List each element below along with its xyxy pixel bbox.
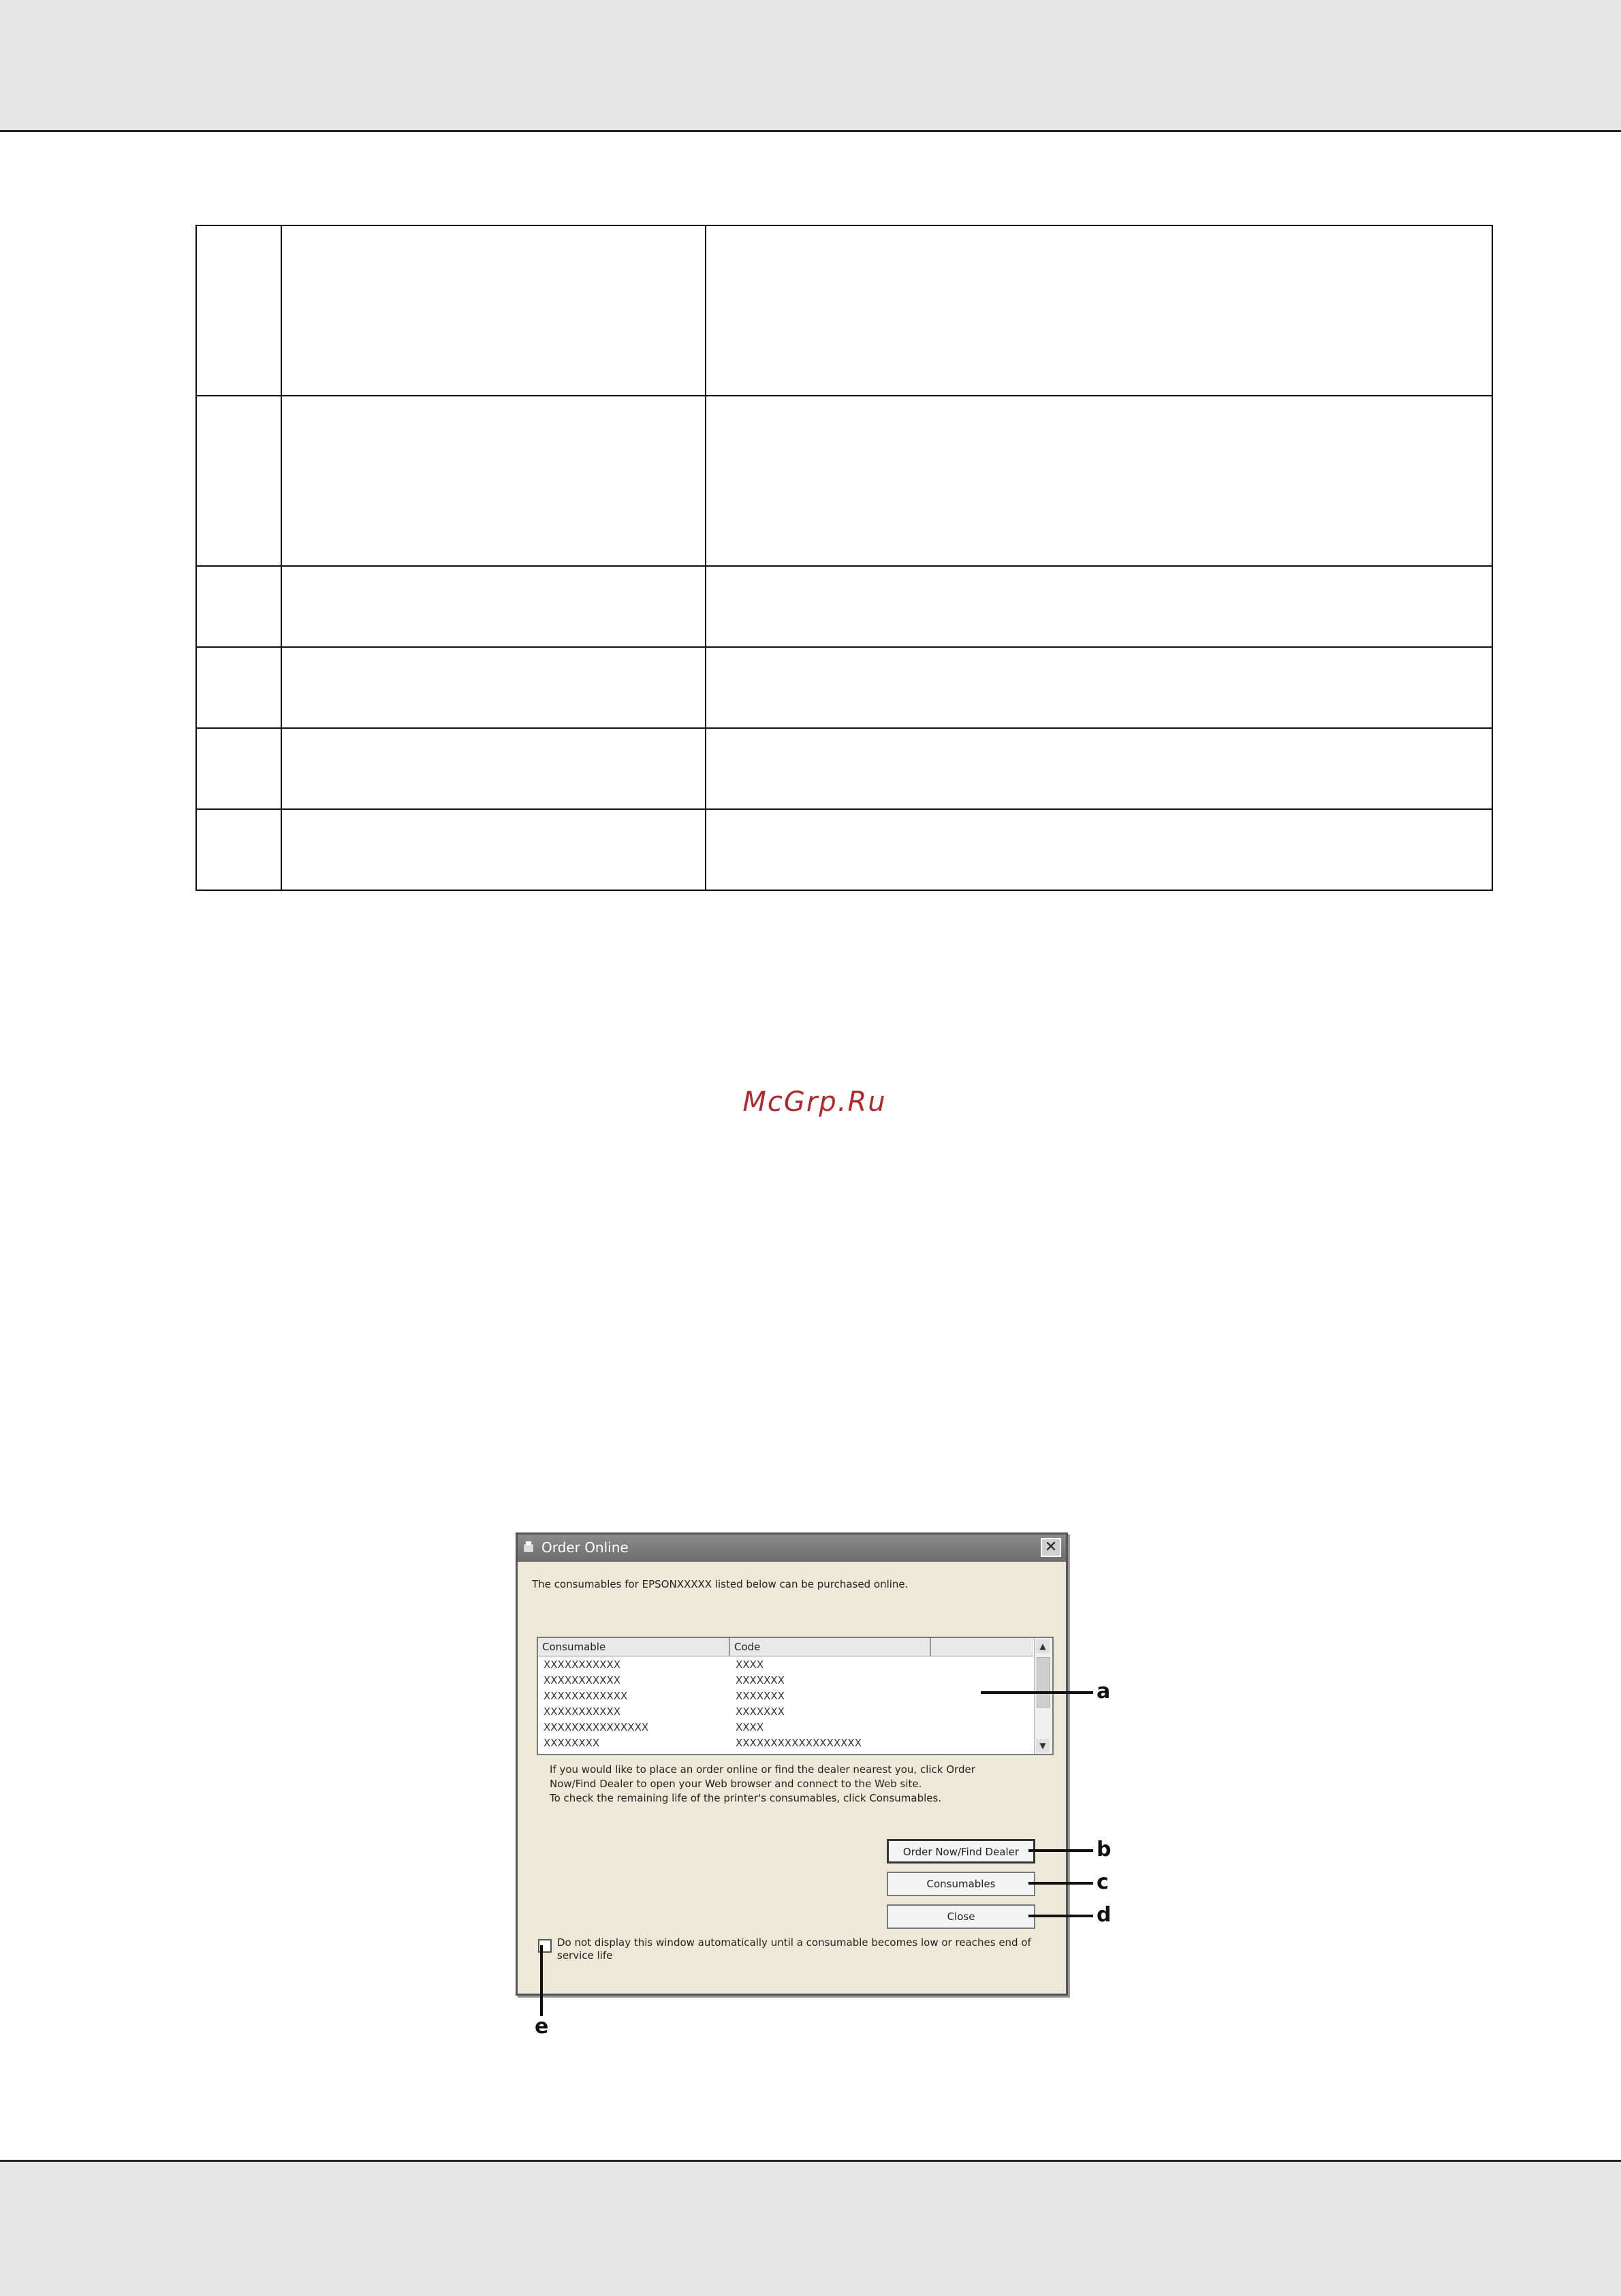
page-footer-band [0,2160,1621,2296]
dialog-title: Order Online [541,1539,629,1556]
callout-c: c [1097,1870,1109,1894]
list-item[interactable]: XXXXXXXXXXXX XXXXXXX [544,1690,785,1702]
list-item[interactable]: XXXXXXXXXXX XXXXXXX [544,1705,785,1718]
column-header-code[interactable]: Code [730,1638,931,1656]
close-icon[interactable]: ✕ [1041,1538,1061,1557]
checkbox-label: Do not display this window automatically until a consumable becomes low or reaches end of service life [557,1936,1031,1962]
list-item[interactable]: XXXXXXXXXXXXXXX XXXX [544,1721,764,1733]
callout-b: b [1097,1838,1112,1861]
list-item[interactable]: XXXXXXXXXXX XXXXXXX [544,1674,785,1686]
callout-a: a [1097,1680,1111,1703]
consumables-button[interactable]: Consumables [887,1872,1035,1896]
intro-text: The consumables for EPSONXXXXX listed below can be purchased online. [532,1578,909,1590]
help-text: If you would like to place an order online or find the dealer nearest you, click Order Now/Find Dealer to open your Web browser and connect to the Web site. To check the remaining life of the printer's consumables, click Consumables. [550,1763,975,1804]
list-item[interactable]: XXXXXXXXXXX XXXX [544,1658,764,1671]
scroll-up-icon[interactable]: ▲ [1036,1639,1050,1653]
order-now-find-dealer-button[interactable]: Order Now/Find Dealer [887,1839,1035,1863]
column-header-consumable[interactable]: Consumable [538,1638,730,1656]
close-button[interactable]: Close [887,1904,1035,1929]
callout-e: e [535,2015,549,2039]
scroll-down-icon[interactable]: ▼ [1036,1739,1050,1752]
list-item[interactable]: XXXXXXXX XXXXXXXXXXXXXXXXXX [544,1737,862,1749]
watermark: McGrp.Ru [742,1086,887,1118]
callout-d: d [1097,1903,1112,1927]
